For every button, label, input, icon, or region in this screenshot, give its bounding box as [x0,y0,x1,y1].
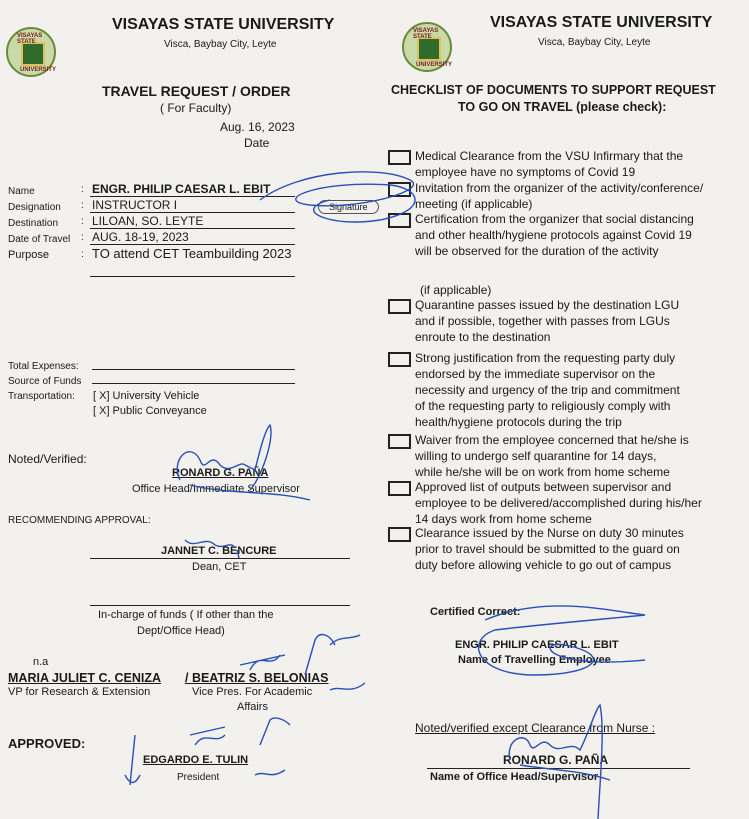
vp-academic-name: / BEATRIZ S. BELONIAS [185,671,329,685]
checklist-item-text: Waiver from the employee concerned that he/she is [415,433,689,447]
na-note: n.a [33,656,49,668]
checklist-title-2: TO GO ON TRAVEL (please check): [458,100,667,114]
checklist-checkbox[interactable] [388,150,411,165]
transportation-label: Transportation: [8,391,75,402]
university-address: Visca, Baybay City, Leyte [538,37,651,48]
checklist-item-text: meeting (if applicable) [415,197,533,211]
supervisor-name: RONARD G. PAÑA [503,753,609,767]
funds-title: In-charge of funds ( If other than the [98,609,274,621]
checklist-item [415,432,745,480]
checklist-item-text: duty before allowing vehicle to go out of campus [415,558,672,572]
president-name: EDGARDO E. TULIN [143,754,249,766]
checklist-checkbox[interactable] [388,481,411,496]
source-of-funds-label: Source of Funds [8,376,82,387]
vp-research-name: MARIA JULIET C. CENIZA [8,671,162,685]
noted-title: Office Head/Immediate Supervisor [132,483,300,495]
transport-option-university-vehicle: [ X] University Vehicle [93,390,200,402]
checklist-item-text: health/hygiene protocols during the trip [415,415,622,429]
name-value: ENGR. PHILIP CAESAR L. EBIT [92,182,271,196]
checklist-checkbox[interactable] [388,213,411,228]
checklist-item-text: Strong justification from the requesting party duly [415,351,676,365]
checklist-item [415,180,745,212]
checklist-item-text: 14 days work from home scheme [415,512,592,526]
form-subtitle: ( For Faculty) [160,101,232,115]
checklist-item [415,479,745,527]
checklist-checkbox[interactable] [388,527,411,542]
checklist-item [415,525,745,573]
request-date: Aug. 16, 2023 [220,120,295,134]
supervisor-signature [160,420,320,510]
checklist-item [415,211,745,259]
checklist-item [415,297,745,345]
checklist-item-text: Approved list of outputs between supervisor and [415,480,672,494]
supervisor-title: Name of Office Head/Supervisor [430,771,599,783]
checklist-item-text: enroute to the destination [415,330,551,344]
checklist-item-text: prior to travel should be submitted to the guard on [415,542,680,556]
approved-label: APPROVED: [8,736,86,751]
dean-title: Dean, CET [192,561,247,573]
checklist-item-text: Clearance issued by the Nurse on duty 30 minutes [415,526,684,540]
noted-name: RONARD G. PAÑA [172,467,269,479]
employee-title: Name of Travelling Employee [458,654,611,666]
checklist-item [415,148,745,180]
checklist-item-text: of the requesting party to religiously comply with [415,399,671,413]
noted-label: Noted/Verified: [8,452,87,466]
checklist-item-text: while he/she will be on work from home scheme [415,465,670,479]
vp-research-title: VP for Research & Extension [8,686,151,698]
recommending-label: RECOMMENDING APPROVAL: [8,515,151,526]
signature-label: Signature [318,200,379,214]
checklist-item-text: employee to be delivered/accomplished during his/her [415,496,702,510]
if-applicable-note: (if applicable) [420,283,492,297]
vp-academic-title-2: Affairs [237,701,268,713]
university-logo: VISAYAS STATE UNIVERSITY [6,27,56,77]
checklist-item-text: will be observed for the duration of the activity [415,244,659,258]
employee-name: ENGR. PHILIP CAESAR L. EBIT [455,639,619,651]
checklist-item-text: Quarantine passes issued by the destination LGU [415,298,680,312]
checklist-checkbox[interactable] [388,299,411,314]
total-expenses-label: Total Expenses: [8,361,79,372]
university-name: VISAYAS STATE UNIVERSITY [490,14,713,31]
university-name: VISAYAS STATE UNIVERSITY [112,16,335,33]
checklist-checkbox[interactable] [388,434,411,449]
dean-name: JANNET C. BENCURE [161,545,277,557]
university-address: Visca, Baybay City, Leyte [164,39,277,50]
president-title: President [177,772,220,783]
checklist-checkbox[interactable] [388,182,411,197]
checklist-item [415,350,745,430]
checklist-checkbox[interactable] [388,352,411,367]
checklist-title: CHECKLIST OF DOCUMENTS TO SUPPORT REQUEST [391,83,716,97]
checklist-item-text: Invitation from the organizer of the activity/conference/ [415,181,704,195]
destination-value: LILOAN, SO. LEYTE [92,214,204,228]
checklist-item-text: employee have no symptoms of Covid 19 [415,165,636,179]
date-label: Date [244,136,270,150]
travel-date-value: AUG. 18-19, 2023 [92,230,189,244]
checklist-item-text: Medical Clearance from the VSU Infirmary that the [415,149,684,163]
checklist-item-text: Certification from the organizer that social distancing [415,212,694,226]
designation-value: INSTRUCTOR I [92,198,178,212]
certified-correct-label: Certified Correct: [430,606,521,618]
checklist-item-text: endorsed by the immediate supervisor on the [415,367,656,381]
form-title: TRAVEL REQUEST / ORDER [102,83,291,99]
checklist-item-text: necessity and urgency of the trip and commitment [415,383,680,397]
checklist-item-text: and other health/hygiene protocols against Covid 19 [415,228,692,242]
noted-except-label: Noted/verified except Clearance from Nurse : [415,721,656,735]
transport-option-public-conveyance: [ X] Public Conveyance [93,405,207,417]
vp-academic-title: Vice Pres. For Academic [192,686,313,698]
checklist-item-text: willing to undergo self quarantine for 14 days, [415,449,657,463]
funds-title-2: Dept/Office Head) [137,625,225,637]
purpose-value: TO attend CET Teambuilding 2023 [92,246,292,261]
university-logo: VISAYAS STATE UNIVERSITY [402,22,452,72]
checklist-item-text: and if possible, together with passes from LGUs [415,314,670,328]
